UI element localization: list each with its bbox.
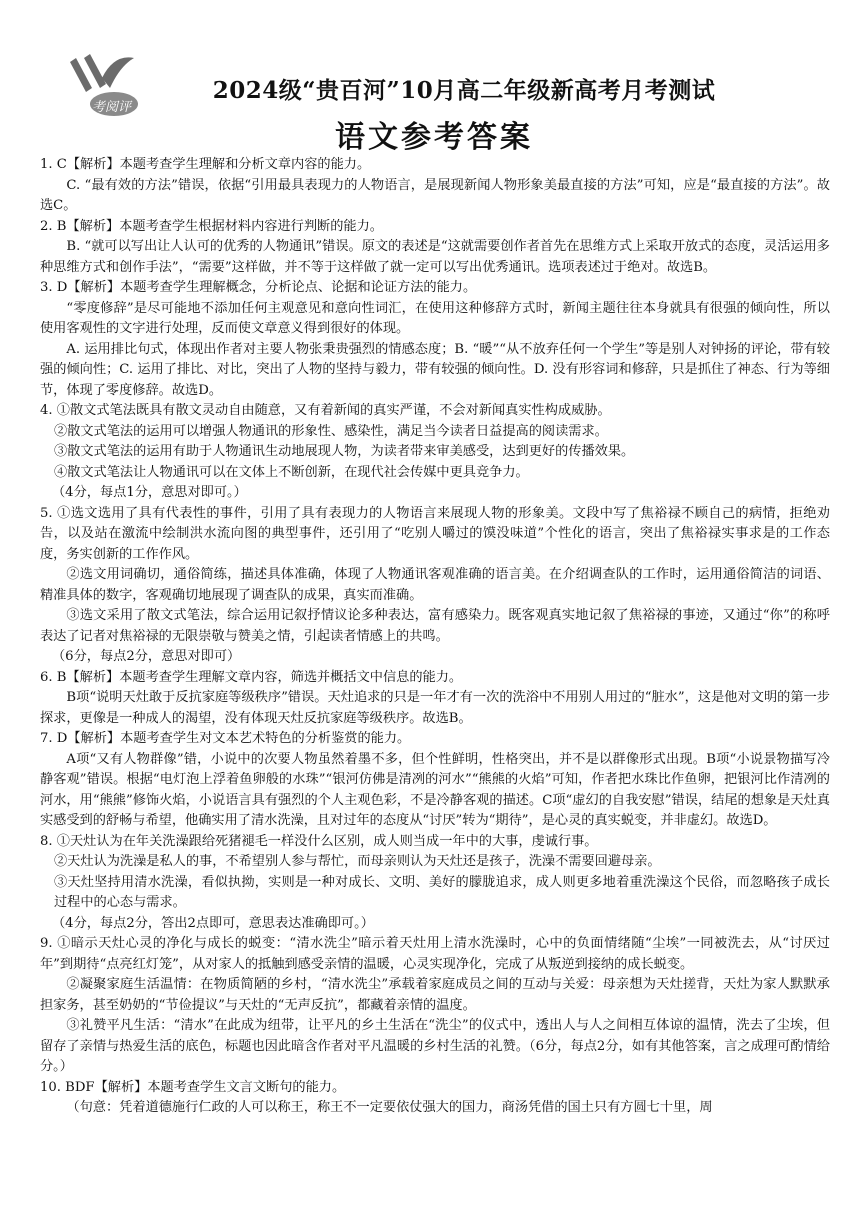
answer-paragraph: ②凝聚家庭生活温情：在物质简陋的乡村，“清水洗尘”承载着家庭成员之间的互动与关爱：母亲想为天灶搓背，天灶为家人默默承担家务，甚至奶奶的“节俭提议”与天灶的“无声反抗”，都藏着亲情的温度。 — [40, 977, 830, 1013]
exam-title: 2024级“贵百河”10月高二年级新高考月考测试 — [212, 77, 716, 104]
answer-paragraph: A. 运用排比句式，体现出作者对主要人物张秉贵强烈的情感态度；B. “暖”“从不放弃任何一个学生”等是别人对钟扬的评论，带有较强的倾向性；C. 运用了排比、对比，突出了人物的坚持与毅力，带有较强的倾向性。D. 没有形容词和修辞，只是抓住了神态、行为等细节，体现了零度修辞。故选D。 — [40, 341, 830, 398]
answer-paragraph: ③选文采用了散文式笔法，综合运用记叙抒情议论多种表达，富有感染力。既客观真实地记叙了焦裕禄的事迹，又通过“你”的称呼表达了记者对焦裕禄的无限崇敬与赞美之情，引起读者情感上的共鸣。 — [40, 608, 830, 644]
answer-paragraph: ③礼赞平凡生活：“清水”在此成为纽带，让平凡的乡土生活在“洗尘”的仪式中，透出人与人之间相互体谅的温情，洗去了尘埃，但留存了亲情与热爱生活的底色，标题也因此暗含作者对平凡温暖的乡村生活的礼赞。（6分，每点2分，如有其他答案，言之成理可酌情给分。） — [40, 1018, 830, 1074]
question-line: 7. D【解析】本题考查学生对文本艺术特色的分析鉴赏的能力。 — [40, 731, 411, 746]
question-line: 1. C【解析】本题考查学生理解和分析文章内容的能力。 — [40, 157, 371, 172]
page-title: 语文参考答案 — [335, 120, 533, 155]
answer-paragraph: B项“说明天灶敢于反抗家庭等级秩序”错误。天灶追求的只是一年才有一次的洗浴中不用别人用过的“脏水”，这是他对文明的第一步探求，更像是一种成人的渴望，没有体现天灶反抗家庭等级秩序。故选B。 — [40, 690, 830, 726]
answer-paragraph: （4分，每点1分，意思对即可。） — [52, 485, 247, 500]
question-line: 8. ①天灶认为在年关洗澡跟给死猪褪毛一样没什么区别，成人则当成一年中的大事，虔诚行事。 — [40, 833, 598, 849]
logo-text: 考阅评 — [92, 100, 132, 115]
answer-paragraph: A项“又有人物群像”错，小说中的次要人物虽然着墨不多，但个性鲜明，性格突出，并不是以群像形式出现。B项“小说景物描写冷静客观”错误。根据“电灯泡上浮着鱼卵般的水珠”“银河仿佛是清冽的河水”“熊熊的火焰”可知，作者把水珠比作鱼卵，把银河比作清冽的河水，用“熊熊”修饰火焰，小说语言具有强烈的个人主观色彩，不是冷静客观的描述。C项“虚幻的自我安慰”错误，结尾的想象是天灶真实感受到的舒畅与希望，他确实用了清水洗澡，且对过年的态度从“讨厌”转为“期待”，是心灵的真实蜕变，并非虚幻。故选D。 — [40, 751, 830, 828]
answer-paragraph: ③散文式笔法的运用有助于人物通讯生动地展现人物，为读者带来审美感受，达到更好的传播效果。 — [54, 444, 635, 459]
answer-paragraph: ②散文式笔法的运用可以增强人物通讯的形象性、感染性，满足当今读者日益提高的阅读需求。 — [54, 423, 608, 439]
answer-paragraph: （4分，每点2分，答出2点即可，意思表达准确即可。） — [52, 915, 374, 931]
answer-paragraph: ④散文式笔法让人物通讯可以在文体上不断创新，在现代社会传媒中更具竞争力。 — [54, 464, 529, 480]
question-line: 9. ①暗示天灶心灵的净化与成长的蜕变：“清水洗尘”暗示着天灶用上清水洗澡时，心中的负面情绪随“尘埃”一同被洗去，从“讨厌过年”到期待“点亮红灯笼”，从对家人的抵触到感受亲情的温暖，心灵实现净化，完成了从叛逆到接纳的成长蜕变。 — [40, 936, 830, 972]
answer-paragraph: ③天灶坚持用清水洗澡，看似执拗，实则是一种对成长、文明、美好的朦胧追求，成人则更多地着重洗澡这个民俗，而忽略孩子成长过程中的心态与需求。 — [54, 874, 830, 910]
question-line: 4. ①散文式笔法既具有散文灵动自由随意，又有着新闻的真实严谨，不会对新闻真实性构成威胁。 — [40, 403, 611, 418]
answer-paragraph: （句意：凭着道德施行仁政的人可以称王，称王不一定要依仗强大的国力，商汤凭借的国土只有方圆七十里，周 — [66, 1100, 713, 1115]
answer-paragraph: ②天灶认为洗澡是私人的事，不希望别人参与帮忙，而母亲则认为天灶还是孩子，洗澡不需要回避母亲。 — [54, 854, 661, 869]
question-line: 5. ①选文选用了具有代表性的事件，引用了具有表现力的人物语言来展现人物的形象美。文段中写了焦裕禄不顾自己的病情，拒绝劝告，以及站在激流中绘制洪水流向图的典型事件，还引用了“吃别人嚼过的馍没味道”个性化的语言，突出了焦裕禄实事求是的工作态度，务实创新的工作作风。 — [40, 505, 830, 562]
question-line: 2. B【解析】本题考查学生根据材料内容进行判断的能力。 — [40, 218, 383, 234]
answer-paragraph: C. “最有效的方法”错误，依据“引用最具表现力的人物语言，是展现新闻人物形象美最直接的方法”可知，应是“最直接的方法”。故选C。 — [40, 177, 830, 213]
question-line: 10. BDF【解析】本题考查学生文言文断句的能力。 — [40, 1079, 346, 1095]
answer-paragraph: “零度修辞”是尽可能地不添加任何主观意见和意向性词汇，在使用这种修辞方式时，新闻主题往往本身就具有很强的倾向性，所以使用客观性的文字进行处理，反而使文章意义得到很好的体现。 — [40, 300, 830, 336]
answer-paragraph: B. “就可以写出让人认可的优秀的人物通讯”错误。原文的表述是“这就需要创作者首先在思维方式上采取开放式的态度，灵活运用多种思维方式和创作手法”，“需要”这样做，并不等于这样做了就一定可以写出优秀通讯。选项表述过于绝对。故选B。 — [40, 239, 830, 275]
answer-paragraph: （6分，每点2分，意思对即可） — [52, 649, 241, 664]
answer-paragraph: ②选文用词确切，通俗简练，描述具体准确，体现了人物通讯客观准确的语言美。在介绍调查队的工作时，运用通俗简洁的词语、精准具体的数字，客观确切地展现了调查队的成果，真实而准确。 — [40, 567, 830, 603]
question-line: 6. B【解析】本题考查学生理解文章内容，筛选并概括文中信息的能力。 — [40, 669, 463, 685]
question-line: 3. D【解析】本题考查学生理解概念，分析论点、论据和论证方法的能力。 — [40, 280, 477, 295]
answer-body — [40, 155, 830, 1119]
